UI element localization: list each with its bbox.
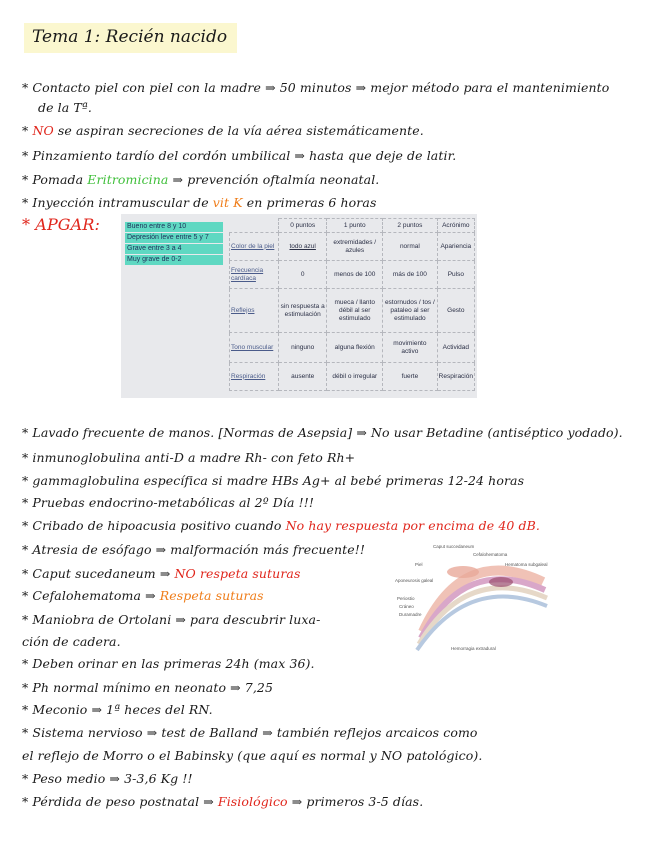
note-line: * Ph normal mínimo en neonato ⇒ 7,25 [22,680,274,695]
highlight-green: Eritromicina [87,172,169,187]
highlight-red: NO respeta suturas [174,566,301,581]
table-cell: todo azul [279,233,327,261]
note-line: * Inyección intramuscular de vit K en primeras 6 horas [22,195,377,210]
legend-item: Depresión leve entre 5 y 7 [125,233,223,243]
table-cell: extremidades / azules [327,233,383,261]
note-line: * Lavado frecuente de manos. [Normas de Asepsia] ⇒ No usar Betadine (antiséptico yodado). [22,425,623,440]
caput-label: Cefalohematoma [473,552,508,557]
table-cell: normal [383,233,438,261]
highlight-red: Fisiológico [217,794,288,809]
table-row [230,363,475,391]
table-cell: más de 100 [383,261,438,289]
legend-item: Grave entre 3 a 4 [125,244,223,254]
note-line: * Pérdida de peso postnatal ⇒ Fisiológico ⇒ primeros 3-5 días. [22,794,424,809]
note-line: * Cribado de hipoacusia positivo cuando No hay respuesta por encima de 40 dB. [22,518,540,533]
apgar-label: * APGAR: [22,215,100,234]
caput-label: Caput succedaneum [433,544,475,549]
table-cell: débil o irregular [327,363,383,391]
note-line: * Deben orinar en las primeras 24h (max 36). [22,656,315,671]
table-cell: Pulso [437,261,474,289]
scalp-layers-illustration [393,542,549,654]
highlight-orange: Respeta suturas [159,588,264,603]
apgar-table-image [121,214,477,398]
note-line: * Pruebas endocrino-metabólicas al 2º Día !!! [22,495,314,510]
note-line: * Meconio ⇒ 1ª heces del RN. [22,702,213,717]
note-line: * Maniobra de Ortolani ⇒ para descubrir luxa- [22,612,321,627]
caput-label: Piel [415,562,423,567]
table-cell: Frecuencia cardíaca [230,261,279,289]
legend-item: Muy grave de 0-2 [125,255,223,265]
note-line: * Pinzamiento tardío del cordón umbilical ⇒ hasta que deje de latir. [22,148,457,163]
highlight-red: NO [32,123,54,138]
table-cell: Apariencia [437,233,474,261]
note-line: * Caput sucedaneum ⇒ NO respeta suturas [22,566,301,581]
note-line: * gammaglobulina específica si madre HBs Ag+ al bebé primeras 12-24 horas [22,473,525,488]
table-row [230,261,475,289]
table-cell: Actividad [437,333,474,363]
table-header: Acrónimo [437,219,474,233]
table-header: 0 puntos [279,219,327,233]
table-cell: alguna flexión [327,333,383,363]
table-cell: sin respuesta a estimulación [279,289,327,333]
caput-label: Aponeurosis galeal [395,578,434,583]
table-cell: estornudos / tos / pataleo al ser estimulado [383,289,438,333]
table-cell: Reflejos [230,289,279,333]
table-cell: Color de la piel [230,233,279,261]
apgar-table [229,218,475,391]
note-line: * Sistema nervioso ⇒ test de Balland ⇒ también reflejos arcaicos como [22,725,478,740]
legend-item: Bueno entre 8 y 10 [125,222,223,232]
note-line: * Contacto piel con piel con la madre ⇒ 50 minutos ⇒ mejor método para el mantenimiento [22,80,610,95]
note-line: de la Tª. [38,100,92,115]
table-cell: Respiración [437,363,474,391]
highlight-orange: vit K [212,195,243,210]
caput-label: Hemorragia extradural [451,646,496,651]
table-cell: fuerte [383,363,438,391]
note-line: * Peso medio ⇒ 3-3,6 Kg !! [22,771,193,786]
apgar-legend [125,222,223,266]
caput-label: Periostio [397,596,415,601]
note-line: el reflejo de Morro o el Babinsky (que aquí es normal y NO patológico). [22,748,483,763]
note-line: * Atresia de esófago ⇒ malformación más frecuente!! [22,542,366,557]
table-cell: movimiento activo [383,333,438,363]
scalp-layers-drawing [393,542,549,654]
caput-label: Hematoma subgaleal [505,562,548,567]
note-line: * inmunoglobulina anti-D a madre Rh- con feto Rh+ [22,450,356,465]
table-row [230,233,475,261]
table-row [230,289,475,333]
note-line: * NO se aspiran secreciones de la vía aérea sistemáticamente. [22,123,424,138]
caput-label: Duramadre [399,612,422,617]
note-line: * Cefalohematoma ⇒ Respeta suturas [22,588,264,603]
highlight-red: No hay respuesta por encima de 40 dB. [285,518,540,533]
note-line: * Pomada Eritromicina ⇒ prevención oftalmía neonatal. [22,172,380,187]
table-row [230,333,475,363]
table-cell: mueca / llanto débil al ser estimulado [327,289,383,333]
table-cell: ninguno [279,333,327,363]
table-cell: 0 [279,261,327,289]
page-title: Tema 1: Recién nacido [24,23,237,53]
table-cell: Tono muscular [230,333,279,363]
caput-label: Cráneo [399,604,414,609]
table-header: 1 punto [327,219,383,233]
note-line: ción de cadera. [22,634,121,649]
table-cell: Gesto [437,289,474,333]
table-cell: menos de 100 [327,261,383,289]
table-header [230,219,279,233]
table-header: 2 puntos [383,219,438,233]
table-cell: Respiración [230,363,279,391]
table-cell: ausente [279,363,327,391]
